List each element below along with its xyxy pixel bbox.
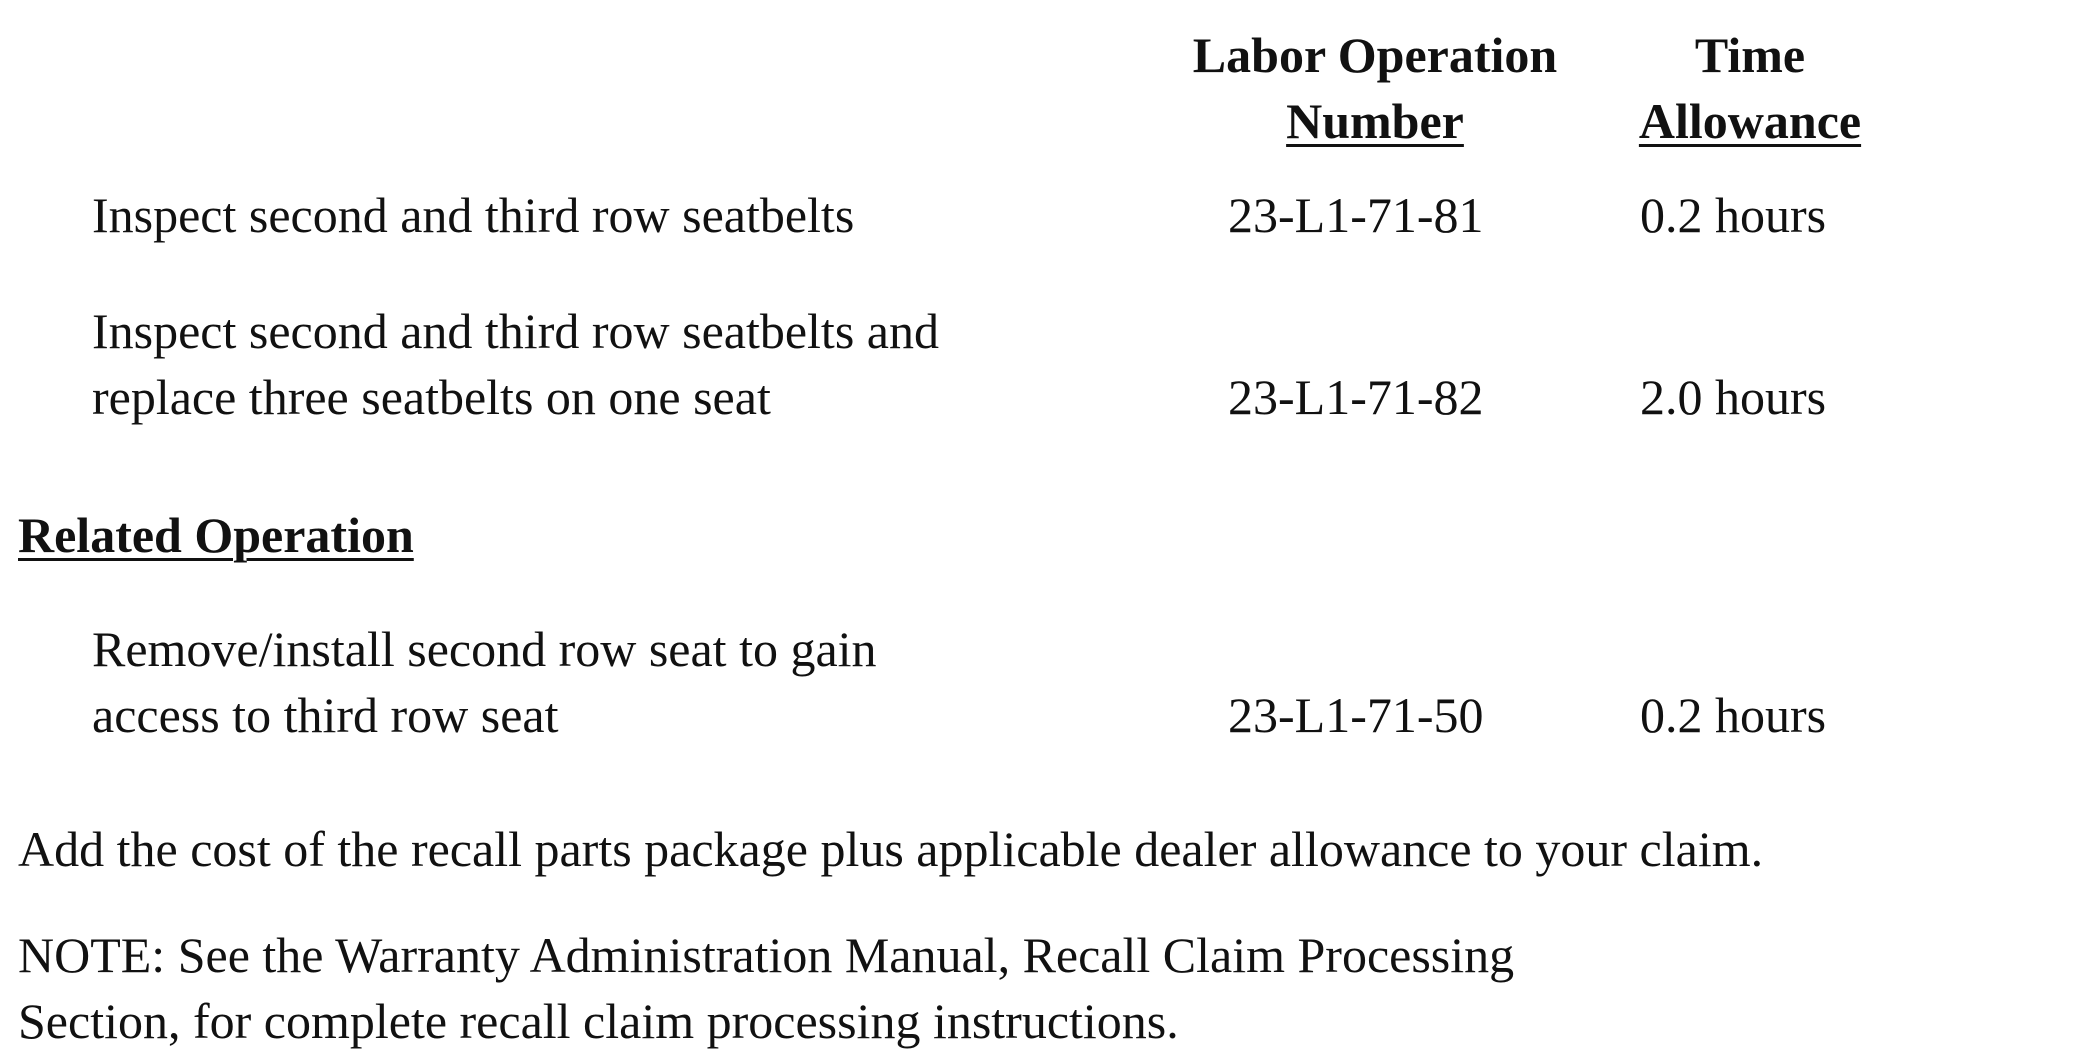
time-allowance-header-line2: Allowance <box>1638 93 1862 149</box>
operation-1-time-allowance: 0.2 hours <box>1640 187 1827 243</box>
labor-operation-header <box>1160 22 1590 154</box>
time-allowance-header <box>1600 22 1900 154</box>
operation-1-description: Inspect second and third row seatbelts <box>92 187 855 243</box>
operation-2-description-line2: replace three seatbelts on one seat <box>92 369 771 425</box>
related-operation-description-line1: Remove/install second row seat to gain <box>92 621 877 677</box>
related-operation-time-allowance: 0.2 hours <box>1640 687 1827 743</box>
operation-2-description-line1: Inspect second and third row seatbelts and <box>92 303 939 359</box>
note-line1: NOTE: See the Warranty Administration Manual, Recall Claim Processing <box>18 927 1515 983</box>
note-line2: Section, for complete recall claim processing instructions. <box>18 993 1179 1049</box>
operation-2-labor-number: 23-L1-71-82 <box>1228 369 1484 425</box>
related-operation-labor-number: 23-L1-71-50 <box>1228 687 1484 743</box>
related-operation-heading: Related Operation <box>18 507 414 563</box>
related-operation-description-line2: access to third row seat <box>92 687 559 743</box>
labor-operation-header-line2: Number <box>1286 93 1464 149</box>
claim-instruction: Add the cost of the recall parts package plus applicable dealer allowance to your claim. <box>18 821 1764 877</box>
time-allowance-header-line1: Time <box>1694 27 1806 83</box>
operation-1-labor-number: 23-L1-71-81 <box>1228 187 1484 243</box>
operation-2-time-allowance: 2.0 hours <box>1640 369 1827 425</box>
labor-operation-header-line1: Labor Operation <box>1192 27 1558 83</box>
